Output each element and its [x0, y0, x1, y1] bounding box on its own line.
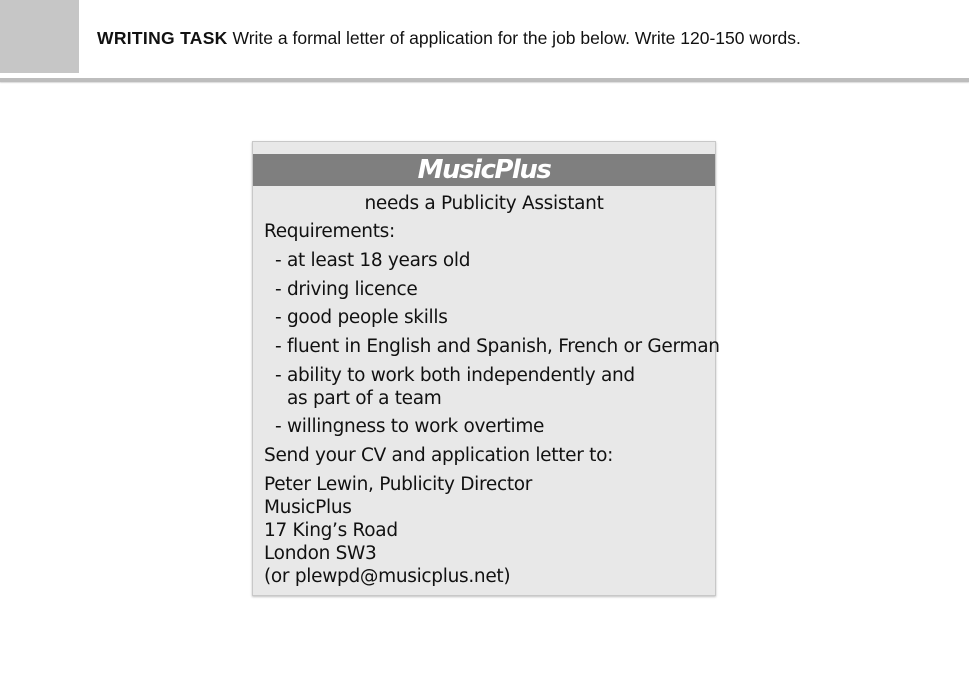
address-line: London SW3 — [264, 543, 377, 564]
requirement-item: - fluent in English and Spanish, French or German — [275, 336, 720, 357]
address-line: Peter Lewin, Publicity Director — [264, 474, 533, 495]
writing-task-label: WRITING TASK — [97, 28, 228, 48]
send-instructions: Send your CV and application letter to: — [264, 445, 614, 466]
requirement-item: - at least 18 years old — [275, 250, 471, 271]
requirement-item: - good people skills — [275, 307, 448, 328]
writing-task-instruction — [97, 28, 801, 49]
address-line: MusicPlus — [264, 497, 352, 518]
writing-task-text: Write a formal letter of application for the job below. Write 120-150 words. — [232, 28, 801, 48]
requirement-item-continuation: as part of a team — [287, 388, 442, 409]
address-line: 17 King’s Road — [264, 520, 398, 541]
ad-title-bar — [253, 154, 715, 186]
requirement-item: - willingness to work overtime — [275, 416, 545, 437]
requirement-item: - driving licence — [275, 279, 418, 300]
requirement-item: - ability to work both independently and — [275, 365, 635, 386]
company-logo-title: MusicPlus — [417, 155, 551, 185]
job-subtitle: needs a Publicity Assistant — [364, 193, 604, 214]
job-advertisement — [252, 141, 720, 596]
header-divider — [0, 78, 969, 82]
requirements-heading: Requirements: — [264, 221, 395, 242]
header-color-block — [0, 0, 79, 73]
contact-email: (or plewpd@musicplus.net) — [264, 566, 511, 587]
